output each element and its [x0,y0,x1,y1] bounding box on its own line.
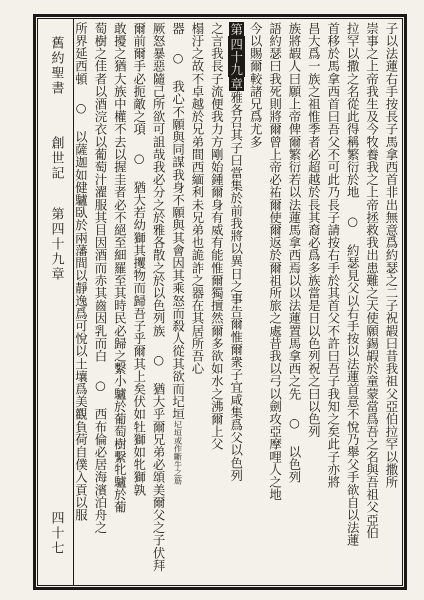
column-text: 首移於馬拿西首曰吾父不可此乃長子請按右手於其首父不許曰吾子我知之矣此子亦將 [325,22,341,489]
column-text: 雅各召其子曰當集於前我將以異日之事告爾惟爾衆子宜咸集爲父以色列 [228,91,244,482]
text-column [323,22,342,582]
text-column [149,22,168,582]
text-column [110,22,129,582]
column-text: 敢擾之猶大族中權不去以握圭者必不絕至細羅至其時民必歸之繫小驢於葡萄樹繫牝驢於葡 [112,22,128,514]
chapter-number: 第四十九章 [48,207,64,282]
column-text: 昌大爲一族之祖惟季者必超越於長其裔必爲多族當是日以色列祝之曰以色列 [306,22,322,438]
column-text: 今以賜爾較諸兄爲尤多 [248,22,264,148]
chapter-marker: 第四十九章 [228,23,244,91]
column-text: 語約瑟曰我死則將爾曾上帝必祐爾使爾返於爾祖所旅之處昔我以弓以劍攻亞摩哩人之地 [267,22,283,501]
column-text: 厥怒暴惡隨己所欲可詛哉我必分之於雅各散之於以色列族 ○ 猶大乎爾兄弟必頌美爾父之子伏拜 [151,22,167,572]
text-column [382,22,401,582]
page-number: 四十七 [48,511,64,556]
text-column [91,22,110,582]
text-column [265,22,284,582]
text-column [304,22,323,582]
text-column [343,22,362,582]
column-text: 族將嘏人曰願上帝俾爾繁衍若以法蓮馬拿西焉以以法蓮置馬拿西之先 ○ 以色列 [286,22,302,484]
text-column [207,22,226,582]
text-column [226,22,245,582]
interlinear-note: 圮垣或作斷牛之筋 [173,420,183,485]
text-column [71,22,90,582]
column-text: 萄樹之佳者以酒浣衣以葡萄汁濯服其目因酒而赤其齒因乳而白 ○ 西布倫必居海濱泊舟之 [92,22,108,534]
text-column [188,22,207,582]
text-column [129,22,148,582]
book-title: 舊約聖書 [48,36,64,96]
column-text: 拉罕以撒之名從此得稱繁衍於地 ○ 約瑟見父以右手按以法蓮首意不悅乃舉父手欲自以法蓮 [345,22,361,547]
volume-title: 創世記 [48,136,64,181]
column-text: 子以法蓮右手按長子馬拿西首非出無意爲約瑟之二子祝嘏曰昔我祖父亞伯拉罕以撒所 [384,22,399,489]
scripture-text [73,22,401,582]
text-column [168,22,187,582]
column-text: 之言我長子流便我力方剛始鍾爾身有威有能惟爾獨擅然爾多欲如水之沸爾上父 [209,22,225,451]
page-header-column [41,22,71,582]
column-text: 所界延西頓 ○ 以薩迦如健驢臥於兩藩間以靜逸爲可悅以土壤爲美觀負荷自僕入貢以服 [73,22,89,522]
text-column [246,22,265,582]
column-text: 榻汙之故不卓越於兄弟間西緬利未兄弟也詭詐之器在其居所吾心 [189,22,205,375]
text-column [362,22,381,582]
text-column [285,22,304,582]
column-text: 器 ○ 我心不願與同謀我身不願與其會因其乘怒而殺人從其欲而圮垣 [170,22,186,421]
column-text: 爾前爾手必扼敵之項 ○ 猶大若幼獅其攫物而歸吾子乎爾其上矣伏如牡獅如牝獅孰 [131,22,147,496]
column-text: 崇事之上帝我生及今牧養我之上帝拯救我出患難之天使願錫嘏於童蒙當爲吾之名與吾祖父亞伯 [364,22,380,539]
